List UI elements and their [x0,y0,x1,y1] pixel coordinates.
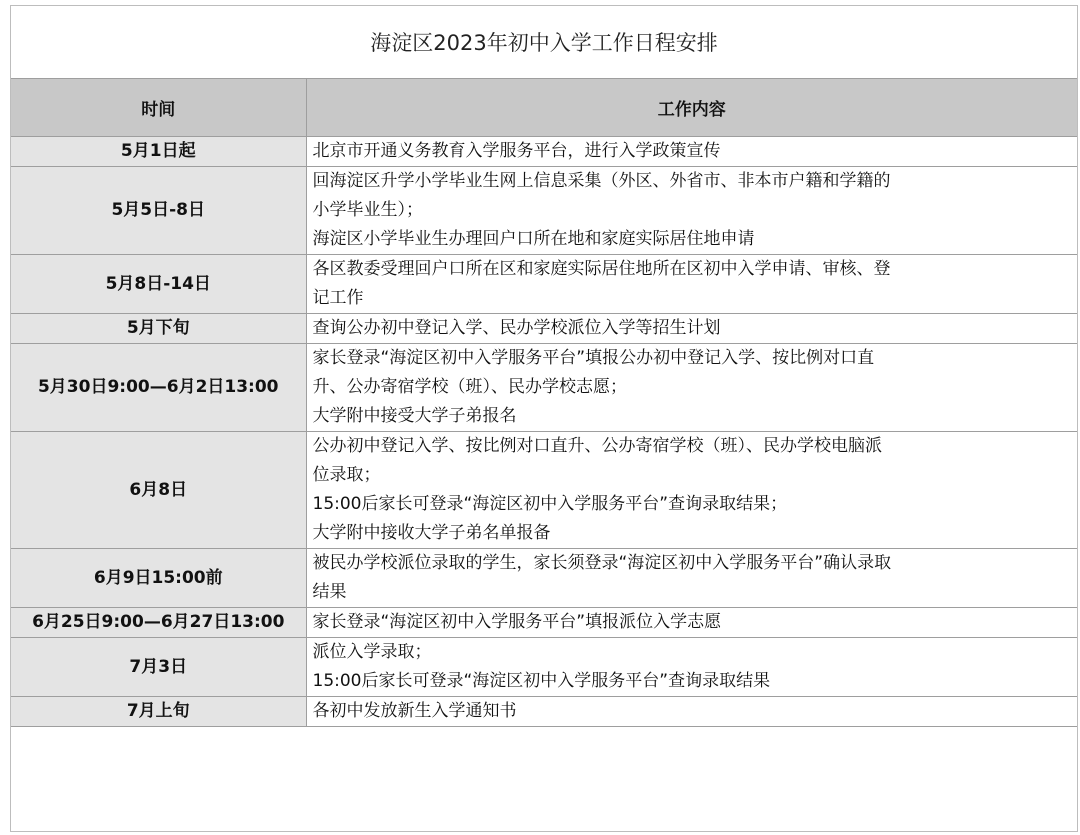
sheet-title: 海淀区2023年初中入学工作日程安排 [11,6,1077,79]
row-content [306,638,1077,697]
table-row [11,638,1077,697]
row-time: 7月上旬 [11,697,306,727]
content-line: 记工作 [312,288,364,308]
content-line: 回海淀区升学小学毕业生网上信息采集（外区、外省市、非本市户籍和学籍的 [312,171,891,191]
table-row [11,344,1077,432]
row-time: 6月9日15:00前 [11,549,306,608]
content-line: 小学毕业生）； [312,200,423,220]
schedule-sheet [10,5,1078,832]
row-content [306,697,1077,727]
content-line: 查询公办初中登记入学、民办学校派位入学等招生计划 [312,318,721,338]
row-time: 7月3日 [11,638,306,697]
table-row [11,608,1077,638]
table-row [11,137,1077,167]
row-content [306,549,1077,608]
content-line: 大学附中接受大学子弟报名 [312,406,517,426]
row-time: 5月1日起 [11,137,306,167]
row-content [306,432,1077,549]
content-line: 各初中发放新生入学通知书 [312,701,517,721]
table-row [11,167,1077,255]
content-line: 公办初中登记入学、按比例对口直升、公办寄宿学校（班）、民办学校电脑派 [312,436,882,456]
row-content [306,344,1077,432]
row-time: 5月30日9:00—6月2日13:00 [11,344,306,432]
row-content [306,255,1077,314]
content-line: 家长登录“海淀区初中入学服务平台”填报派位入学志愿 [312,612,722,632]
content-line: 派位入学录取； [312,642,432,662]
table-row [11,432,1077,549]
row-time: 6月25日9:00—6月27日13:00 [11,608,306,638]
content-line: 海淀区小学毕业生办理回户口所在地和家庭实际居住地申请 [312,229,755,249]
content-line: 家长登录“海淀区初中入学服务平台”填报公办初中登记入学、按比例对口直 [312,348,875,368]
content-line: 被民办学校派位录取的学生，家长须登录“海淀区初中入学服务平台”确认录取 [312,553,892,573]
header-time: 时间 [11,79,306,137]
row-content [306,137,1077,167]
content-line: 升、公办寄宿学校（班）、民办学校志愿； [312,377,627,397]
header-row [11,79,1077,137]
content-line: 各区教委受理回户口所在区和家庭实际居住地所在区初中入学申请、审核、登 [312,259,891,279]
schedule-table [11,79,1077,727]
table-row [11,549,1077,608]
content-line: 大学附中接收大学子弟名单报备 [312,523,551,543]
content-line: 15:00后家长可登录“海淀区初中入学服务平台”查询录取结果； [312,494,788,514]
row-content [306,314,1077,344]
row-time: 6月8日 [11,432,306,549]
content-line: 15:00后家长可登录“海淀区初中入学服务平台”查询录取结果 [312,671,771,691]
header-content: 工作内容 [306,79,1077,137]
row-content [306,167,1077,255]
content-line: 位录取； [312,465,381,485]
content-line: 北京市开通义务教育入学服务平台，进行入学政策宣传 [312,141,721,161]
table-row [11,697,1077,727]
row-time: 5月5日-8日 [11,167,306,255]
row-time: 5月8日-14日 [11,255,306,314]
table-row [11,255,1077,314]
table-row [11,314,1077,344]
row-content [306,608,1077,638]
content-line: 结果 [312,582,347,602]
row-time: 5月下旬 [11,314,306,344]
